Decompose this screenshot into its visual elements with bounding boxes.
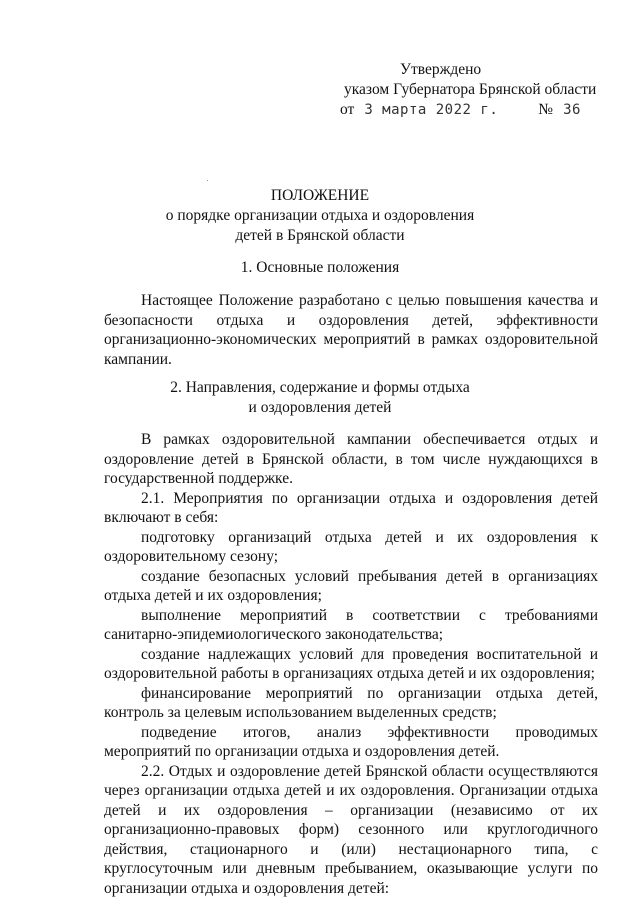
section1-body [104,291,598,369]
document-subtitle-line2: детей в Брянской области [235,227,405,244]
document-subtitle-line1: о порядке организации отдыха и оздоровления [165,207,475,224]
clause-2-1-item: подготовку организаций отдыха детей и их оздоровления к оздоровительному сезону; [104,528,598,565]
approval-from-label: от [340,101,355,118]
clause-2-1-item: выполнение мероприятий в соответствии с требованиями санитарно-эпидемиологического законодательства; [104,606,598,643]
clause-2-1-item: финансирование мероприятий по организации отдыха детей, контроль за целевым использованием выделенных средств; [104,684,598,721]
clause-2-1-item: создание безопасных условий пребывания детей в организациях отдыха детей и их оздоровления; [104,567,598,604]
clause-2-2: 2.2. Отдых и оздоровление детей Брянской области осуществляются через организации отдыха детей и их оздоровления. Организации отдыха детей и их оздоровления – организации (независимо от их организационно-правовых форм) сезонного или круглогодичного действия, стационарного и (или) нестационарного типа, с круглосуточным или дневным пребыванием, оказывающие услуги по организации отдыха и оздоровления детей: [104,762,598,897]
approval-number: 36 [563,102,581,118]
approval-number-label: № [538,101,554,118]
approval-authority: указом Губернатора Брянской области [344,81,597,98]
approval-date-line [340,100,596,120]
scan-speck [207,180,208,181]
approval-stamp [340,60,596,120]
section2-body [104,430,598,898]
approval-date: 3 марта 2022 г. [364,102,499,118]
clause-2-1-item: подведение итогов, анализ эффективности проводимых мероприятий по организации отдыха и оздоровления детей. [104,723,598,760]
approval-title: Утверждено [400,61,482,78]
section2-heading-line2: и оздоровления детей [248,399,392,416]
section2-intro: В рамках оздоровительной кампании обеспечивается отдых и оздоровление детей в Брянской области, в том числе нуждающихся в государственной поддержке. [104,431,598,487]
section1-paragraph: Настоящее Положение разработано с целью повышения качества и безопасности отдыха и оздоровления детей, эффективности организационно-экономических мероприятий в рамках оздоровительной кампании. [104,292,598,368]
section2-heading-line1: 2. Направления, содержание и формы отдыха [170,379,470,396]
clause-2-1: 2.1. Мероприятия по организации отдыха и оздоровления детей включают в себя: [104,489,598,526]
clause-2-1-item: создание надлежащих условий для проведения воспитательной и оздоровительной работы в организациях отдыха детей и их оздоровления; [104,645,598,682]
document-title: ПОЛОЖЕНИЕ [270,187,370,204]
section1-heading: 1. Основные положения [240,259,400,276]
